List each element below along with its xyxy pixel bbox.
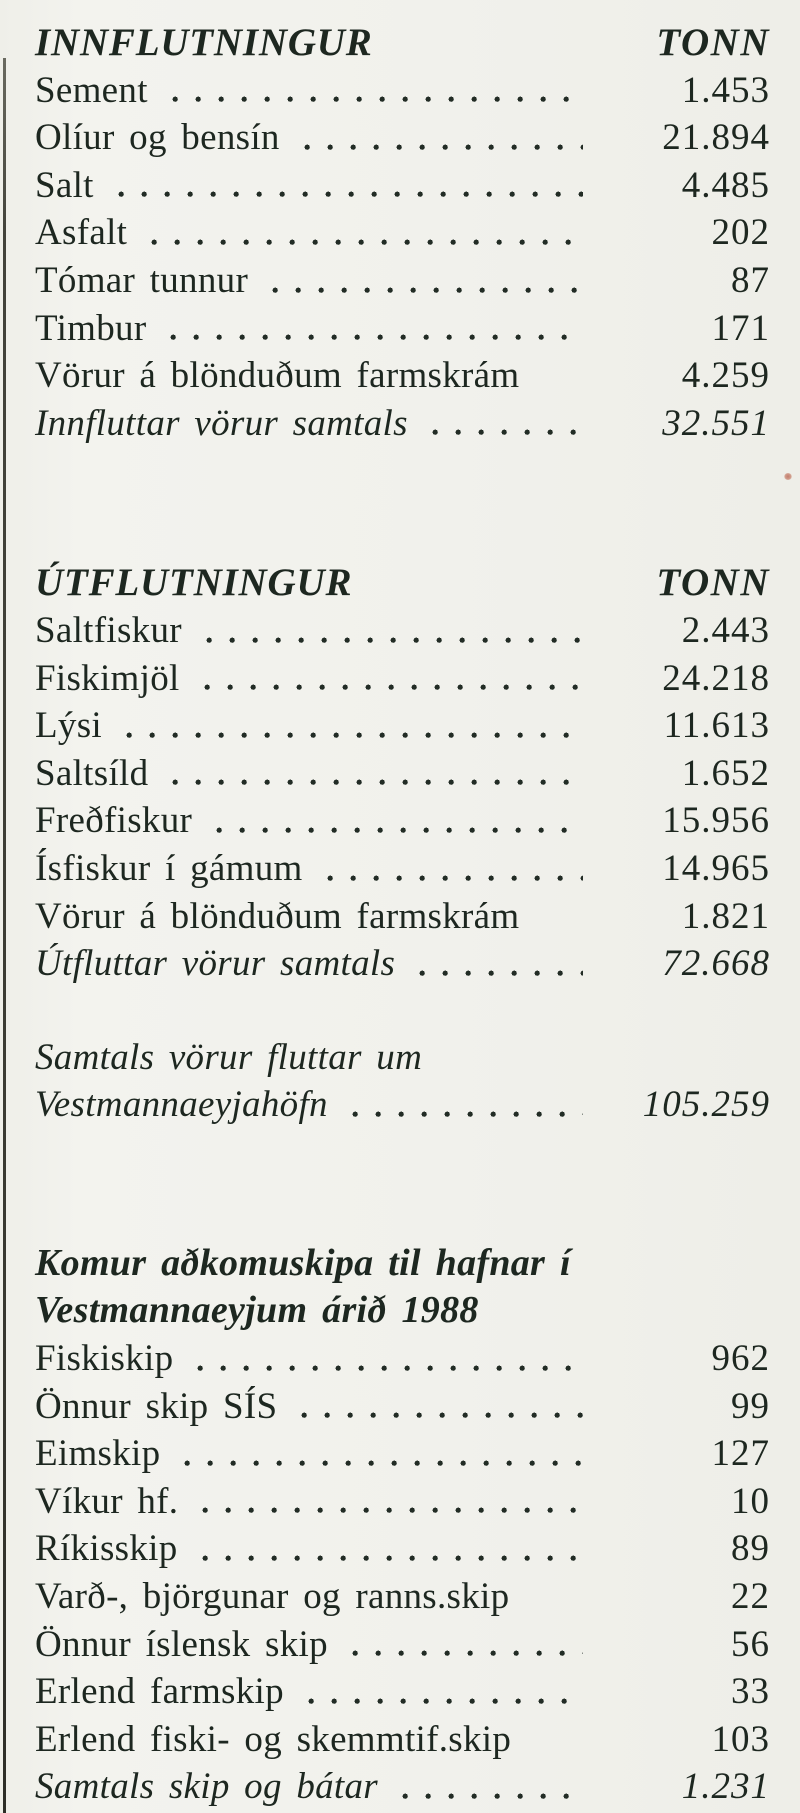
table-row — [35, 607, 770, 655]
row-value: 89 — [731, 1528, 770, 1570]
table-row — [35, 352, 770, 400]
dot-leader — [196, 1525, 583, 1573]
dot-leader — [210, 797, 583, 845]
row-label: Samtals skip og bátar — [35, 1766, 379, 1808]
dot-leader — [396, 1763, 583, 1811]
table-row — [35, 162, 770, 210]
imports-unit-header: TONN — [656, 21, 770, 64]
table-row — [35, 209, 770, 257]
section-title: Komur aðkomuskipa til hafnar í — [35, 1241, 571, 1284]
arrivals-heading-line1 — [35, 1240, 770, 1288]
row-value: 202 — [711, 212, 770, 254]
table-row — [35, 1621, 770, 1669]
row-label: Erlend fiski- og skemmtif.skip — [35, 1718, 512, 1760]
table-row — [35, 750, 770, 798]
row-label: Saltfiskur — [35, 609, 182, 651]
table-row — [35, 1716, 770, 1764]
table-row — [35, 702, 770, 750]
row-label: Fiskimjöl — [35, 657, 180, 699]
table-row — [35, 845, 770, 893]
row-label: Varð-, björgunar og ranns.skip — [35, 1576, 510, 1618]
exports-section-title: ÚTFLUTNINGUR — [35, 561, 353, 605]
row-label: Saltsíld — [35, 752, 149, 794]
row-label: Tómar tunnur — [35, 259, 249, 301]
row-value: 2.443 — [681, 609, 770, 651]
table-row — [35, 1335, 770, 1383]
imports-total-row — [35, 400, 770, 448]
row-value: 32.551 — [662, 402, 770, 444]
row-value: 4.259 — [681, 355, 770, 397]
imports-section-title: INNFLUTNINGUR — [35, 21, 373, 64]
dot-leader — [120, 702, 583, 750]
leader-space — [527, 1573, 583, 1621]
dot-leader — [191, 1335, 583, 1383]
row-label: Fiskiskip — [35, 1338, 174, 1380]
table-row — [35, 1668, 770, 1716]
arrivals-heading-line2 — [35, 1287, 770, 1335]
row-label: Timbur — [35, 307, 147, 349]
row-label: Lýsi — [35, 705, 102, 747]
table-row — [35, 67, 770, 115]
grand-total-line2 — [35, 1081, 770, 1129]
row-value: 1.821 — [681, 895, 770, 937]
grand-total-block — [35, 1034, 770, 1129]
exports-table — [35, 559, 770, 987]
table-row — [35, 114, 770, 162]
table-row — [35, 655, 770, 703]
table-row — [35, 1478, 770, 1526]
row-value: 1.453 — [681, 69, 770, 111]
grand-total-line1 — [35, 1034, 770, 1082]
row-value: 21.894 — [662, 117, 770, 159]
table-row — [35, 1525, 770, 1573]
dot-leader — [346, 1081, 583, 1129]
row-label: Ríkisskip — [35, 1528, 178, 1570]
row-label: Vörur á blönduðum farmskrám — [35, 355, 520, 397]
dot-leader — [298, 114, 583, 162]
row-label: Vörur á blönduðum farmskrám — [35, 895, 520, 937]
dot-leader — [426, 400, 583, 448]
row-value: 103 — [711, 1718, 770, 1760]
table-row — [35, 893, 770, 941]
leader-space — [537, 893, 583, 941]
row-value: 11.613 — [663, 705, 770, 747]
table-row — [35, 257, 770, 305]
row-label: Freðfiskur — [35, 800, 193, 842]
row-value: 72.668 — [662, 943, 770, 985]
dot-leader — [200, 607, 583, 655]
dot-leader — [166, 67, 583, 115]
dot-leader — [321, 845, 583, 893]
row-label: Olíur og bensín — [35, 117, 280, 159]
table-row — [35, 1430, 770, 1478]
row-value: 56 — [731, 1623, 770, 1665]
row-value: 1.231 — [681, 1766, 770, 1808]
row-label: Útfluttar vörur samtals — [35, 943, 396, 985]
dot-leader — [112, 162, 583, 210]
section-title: Vestmannaeyjum árið 1988 — [35, 1289, 479, 1332]
row-label: Asfalt — [35, 212, 128, 254]
dot-leader — [198, 655, 583, 703]
row-value: 4.485 — [681, 164, 770, 206]
leader-space — [529, 1716, 583, 1764]
imports-table — [35, 19, 770, 447]
arrivals-total-row — [35, 1763, 770, 1811]
dot-leader — [164, 305, 583, 353]
row-label: Eimskip — [35, 1433, 161, 1475]
dot-leader — [145, 209, 583, 257]
dot-leader — [166, 750, 583, 798]
row-label: Salt — [35, 164, 94, 206]
dot-leader — [266, 257, 583, 305]
row-value: 22 — [731, 1576, 770, 1618]
exports-unit-header: TONN — [656, 561, 770, 605]
row-value: 24.218 — [662, 657, 770, 699]
row-value: 87 — [731, 259, 770, 301]
row-value: 33 — [731, 1671, 770, 1713]
row-value: 14.965 — [662, 847, 770, 889]
dot-leader — [413, 940, 583, 988]
row-value: 962 — [711, 1338, 770, 1380]
row-label: Erlend farmskip — [35, 1671, 284, 1713]
table-row — [35, 1573, 770, 1621]
table-row — [35, 797, 770, 845]
leader-space — [537, 352, 583, 400]
row-label: Samtals vörur fluttar um — [35, 1036, 423, 1078]
exports-total-row — [35, 940, 770, 988]
dot-leader — [302, 1668, 583, 1716]
imports-header-row — [35, 19, 770, 67]
row-label: Önnur skip SÍS — [35, 1385, 278, 1427]
row-value: 171 — [711, 307, 770, 349]
dot-leader — [295, 1383, 583, 1431]
row-value: 105.259 — [642, 1084, 770, 1126]
row-value: 1.652 — [681, 752, 770, 794]
table-row — [35, 1383, 770, 1431]
row-label: Sement — [35, 69, 148, 111]
dot-leader — [196, 1478, 583, 1526]
row-label: Önnur íslensk skip — [35, 1623, 328, 1665]
row-value: 127 — [711, 1433, 770, 1475]
row-value: 10 — [731, 1480, 770, 1522]
exports-header-row — [35, 559, 770, 607]
dot-leader — [178, 1430, 583, 1478]
row-value: 99 — [731, 1385, 770, 1427]
dot-leader — [346, 1621, 583, 1669]
row-label: Víkur hf. — [35, 1480, 179, 1522]
ship-arrivals-table — [35, 1240, 770, 1811]
row-label: Vestmannaeyjahöfn — [35, 1084, 328, 1126]
row-value: 15.956 — [662, 800, 770, 842]
row-label: Innfluttar vörur samtals — [35, 402, 408, 444]
table-row — [35, 305, 770, 353]
row-label: Ísfiskur í gámum — [35, 847, 303, 889]
